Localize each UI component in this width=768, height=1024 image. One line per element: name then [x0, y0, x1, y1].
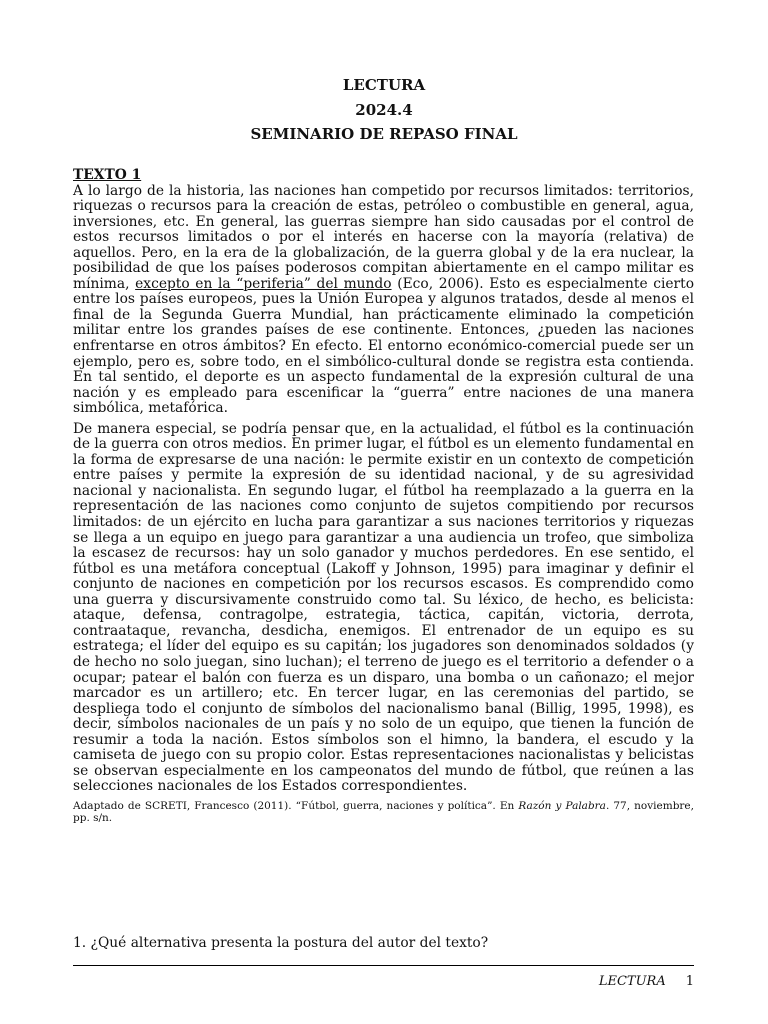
source-citation — [73, 800, 694, 825]
section-title: TEXTO 1 — [73, 167, 142, 183]
header-title: LECTURA — [342, 76, 426, 94]
question-1: 1. ¿Qué alternativa presenta la postura del autor del texto? — [73, 935, 489, 951]
paragraph-2: De manera especial, se podría pensar que, en la actualidad, el fútbol es la continuación de la guerra con otros medios. En primer lugar, el fútbol es un elemento fundamental en la forma de expresarse de una nación: le permite existir en un contexto de competición entre países y permite la expresión de su identidad nacional, y de su agresividad nacional y nacionalista. En segundo lugar, el fútbol ha reemplazado a la guerra en la representación de las naciones como conjunto de sujetos compitiendo por recursos limitados: de un ejército en lucha para garantizar a sus naciones territorios y riquezas se llega a un equipo en juego para garantizar a una audiencia un trofeo, que simboliza la escasez de recursos: hay un solo ganador y muchos perdedores. En ese sentido, el fútbol es una metáfora conceptual (Lakoff y Johnson, 1995) para imaginar y definir el conjunto de naciones en competición por los recursos escasos. Es comprendido como una guerra y discursivamente construido como tal. Su léxico, de hecho, es belicista: ataque, defensa, contragolpe, estrategia, táctica, capitán, victoria, derrota, contraataque, revancha, desdicha, enemigos. El entrenador de un equipo es su estratega; el líder del equipo es su capitán; los jugadores son denominados soldados (y de hecho no solo juegan, sino luchan); el terreno de juego es el territorio a defender o a ocupar; patear el balón con fuerza es un disparo, una bomba o un cañonazo; el mejor marcador es un artillero; etc. En tercer lugar, en las ceremonias del partido, se despliega todo el conjunto de símbolos del nacionalismo banal (Billig, 1995, 1998), es decir, símbolos nacionales de un país y no solo de un equipo, que tienen la función de resumir a toda la nación. Estos símbolos son el himno, la bandera, el escudo y la camiseta de juego con su propio color. Estas representaciones nacionalistas y belicistas se observan especialmente en los campeonatos del mundo de fútbol, que reúnen a las selecciones nacionales de los Estados correspondientes. — [73, 420, 694, 795]
source-before: Adaptado de SCRETI, Francesco (2011). “Fútbol, guerra, naciones y política”. En — [73, 799, 519, 812]
paragraph-1 — [73, 184, 694, 417]
paragraph-1-part-1: A lo largo de la historia, las naciones han competido por recursos limitados: territorios, riquezas o recursos para la creación de estas, petróleo o combustible en general, agua, inversiones, etc. En general, las guerras siempre han sido causadas por el control de estos recursos limitados o por el interés en hacerse con la mayoría (relativa) de aquellos. Pero, en la era de la globalización, de la guerra global y de la era nuclear, la posibilidad de que los países poderosos compitan abiertamente en el campo militar es mínima, — [73, 182, 694, 292]
header-cycle: 2024.4 — [355, 100, 413, 119]
paragraph-1-part-2: (Eco, 2006). Esto es especialmente cierto entre los países europeos, pues la Unión Europea y algunos tratados, desde al menos el final de la Segunda Guerra Mundial, han prácticamente eliminado la competición militar entre los grandes países de ese continente. Entonces, ¿pueden las naciones enfrentarse en otros ámbitos? En efecto. El entorno económico-comercial puede ser un ejemplo, pero es, sobre todo, en el simbólico-cultural donde se registra esta contienda. En tal sentido, el deporte es un aspecto fundamental de la expresión cultural de una nación y es empleado para escenificar la “guerra” entre naciones de una manera simbólica, metafórica. — [73, 275, 695, 417]
page-footer — [540, 973, 694, 991]
source-journal: Razón y Palabra — [518, 799, 606, 812]
reading-text — [73, 168, 694, 825]
source-after: . 77, noviembre, pp. s/n. — [73, 799, 694, 825]
page-number: 1 — [685, 974, 694, 989]
header-subtitle: SEMINARIO DE REPASO FINAL — [250, 125, 518, 143]
footer-label: LECTURA — [598, 974, 666, 989]
document-header — [0, 74, 768, 148]
footer-divider — [73, 965, 694, 966]
paragraph-1-underlined: excepto en la “periferia” del mundo — [135, 275, 392, 292]
